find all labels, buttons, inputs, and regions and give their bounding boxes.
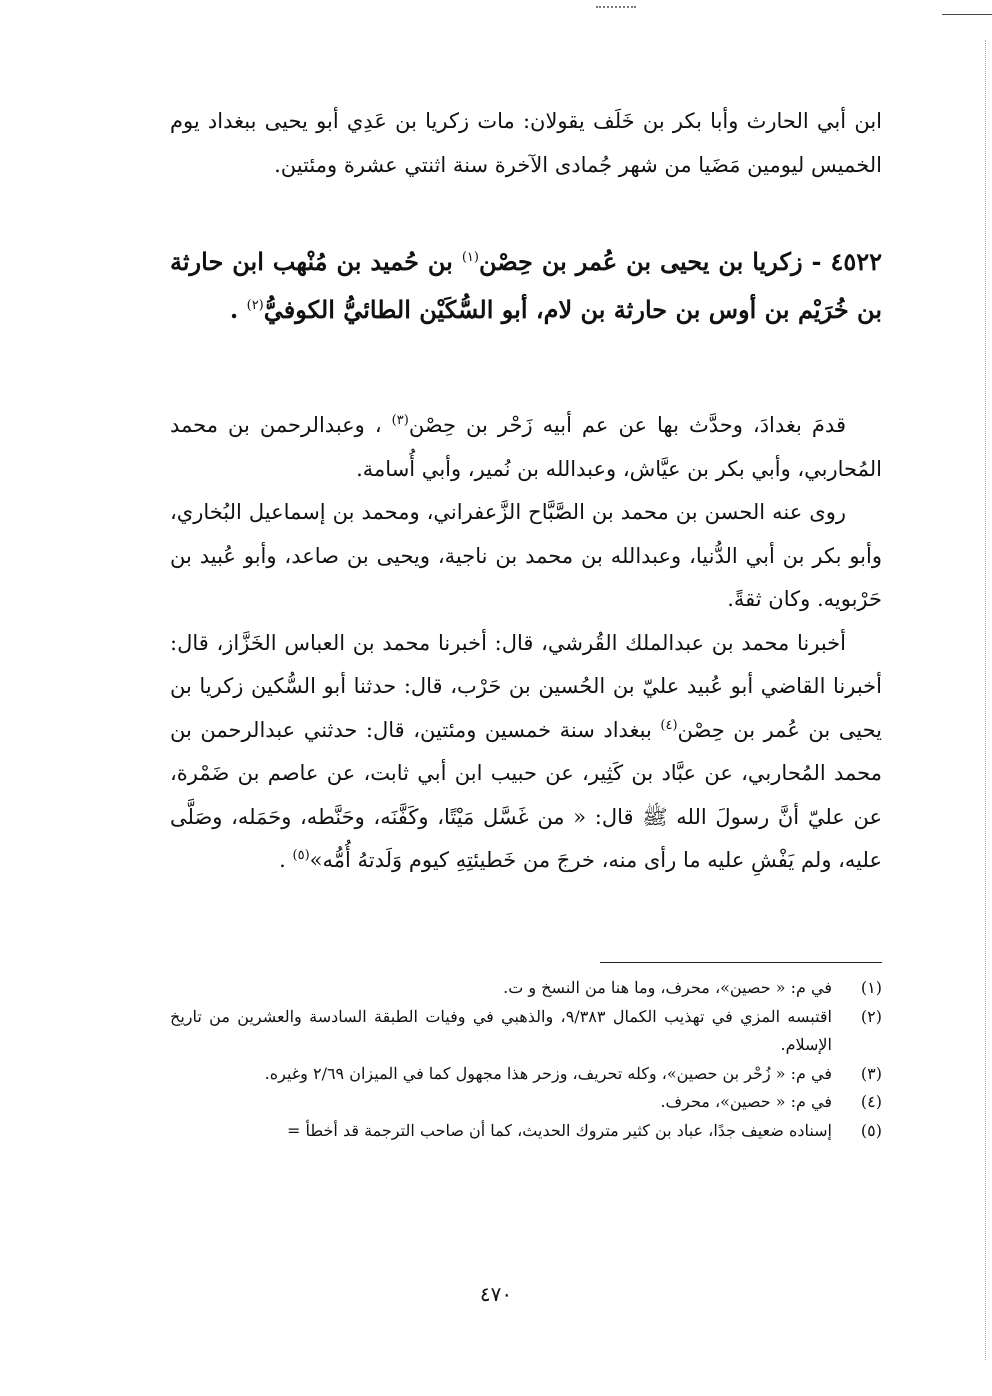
footnote-number: (٢) <box>860 1006 882 1026</box>
footnote-text: اقتبسه المزي في تهذيب الكمال ٩/٣٨٣، والذهبي في وفيات الطبقة السادسة والعشرين من تاريخ الإسلام. <box>170 1006 832 1054</box>
footnote-5 <box>170 1117 882 1146</box>
footnote-1 <box>170 974 882 1003</box>
scan-artifact-corner <box>942 0 992 15</box>
paragraph-arrival-b: ، وعبدالرحمن بن محمد المُحاربي، وأبي بكر بن عيَّاش، وعبدالله بن نُمير، وأبي أُسامة. <box>170 413 882 481</box>
footnote-text: في م: « حصين»، محرف، وما هنا من النسخ و ت. <box>503 978 832 997</box>
footnote-4 <box>170 1088 882 1117</box>
footnote-ref-2: (٢) <box>246 298 264 313</box>
paragraph-arrival-a: قدمَ بغدادَ، وحدَّث بها عن عم أبيه زَحْر بن حِصْن <box>408 413 846 437</box>
footnote-separator <box>600 962 882 963</box>
intro-text: ابن أبي الحارث وأبا بكر بن خَلَف يقولان: مات زكريا بن عَدِي أبو يحيى ببغداد يوم الخميس ليومين مَضَيا من شهر جُمادى الآخرة سنة اثنتي عشرة ومئتين. <box>170 109 882 177</box>
footnote-number: (٣) <box>860 1063 882 1083</box>
paragraph-arrival <box>170 404 882 491</box>
footnote-text: في م: « حصين»، محرف. <box>660 1092 832 1111</box>
footnote-ref-5: (٥) <box>292 848 310 863</box>
entry-title <box>170 238 882 334</box>
entry-title-part2: بن حُميد بن مُنْهب ابن حارثة بن خُرَيْم بن أوس بن حارثة بن لام، أبو السُّكَيْن الطائيُّ الكوفيُّ <box>170 247 882 324</box>
footnote-2 <box>170 1003 882 1060</box>
paragraph-hadith <box>170 622 882 883</box>
footnote-text: في م: « زُحْر بن حصين»، وكله تحريف، وزحر هذا مجهول كما في الميزان ٢/٦٩ وغيره. <box>264 1063 832 1083</box>
entry-heading <box>170 238 882 334</box>
scan-artifact-right <box>985 40 986 1360</box>
paragraph-hadith-b: ببغداد سنة خمسين ومئتين، قال: حدثني عبدالرحمن بن محمد المُحاربي، عن عبَّاد بن كَثِير، عن حبيب ابن أبي ثابت، عن عاصم بن ضَمْرة، عن عليّ أنَّ رسولَ الله ﷺ قال: « من غَسَّل مَيْتًا، وكَفَّنَه، وحَنَّطه، وحَمَله، وصَلَّى عليه، ولم يَفْشِ عليه ما رأى منه، خرجَ من خَطيئتِهِ كيوم وَلَدتهُ أُمُّه» <box>170 717 882 872</box>
entry-title-part1: زكريا بن يحيى بن عُمر بن حِصْن <box>478 247 803 276</box>
scan-artifact-top <box>596 6 636 8</box>
footnote-number: (١) <box>860 978 882 997</box>
footnote-number: (٥) <box>860 1120 882 1140</box>
footnote-text: إسناده ضعيف جدًا، عباد بن كثير متروك الحديث، كما أن صاحب الترجمة قد أخطأ = <box>287 1120 832 1140</box>
paragraph-hadith-a: أخبرنا محمد بن عبدالملك القُرشي، قال: أخبرنا محمد بن العباس الخَزَّاز، قال: أخبرنا القاضي أبو عُبيد عليّ بن الحُسين بن حَرْب، قال: حدثنا أبو السُّكين زكريا بن يحيى بن عُمر بن حِصْن <box>170 630 882 742</box>
entry-dash: - <box>802 247 831 276</box>
entry-number: ٤٥٢٢ <box>830 247 882 276</box>
footnote-number: (٤) <box>860 1092 882 1111</box>
footnote-ref-3: (٣) <box>391 413 409 428</box>
body-paragraphs <box>170 404 882 883</box>
entry-title-end: . <box>229 295 247 324</box>
paragraph-hadith-end: . <box>279 848 293 872</box>
footnote-ref-1: (١) <box>461 250 479 265</box>
footnotes <box>170 974 882 1145</box>
page-number: ٤٧٠ <box>479 1282 513 1306</box>
footnote-ref-4: (٤) <box>660 717 678 733</box>
intro-paragraph <box>170 100 882 187</box>
footnote-3 <box>170 1060 882 1089</box>
paragraph-narrators: روى عنه الحسن بن محمد بن الصَّبَّاح الزَّعفراني، ومحمد بن إسماعيل البُخاري، وأبو بكر بن أبي الدُّنيا، وعبدالله بن محمد بن ناجية، ويحيى بن صاعد، وأبو عُبيد بن حَرْبويه. وكان ثقةً. <box>170 500 882 611</box>
